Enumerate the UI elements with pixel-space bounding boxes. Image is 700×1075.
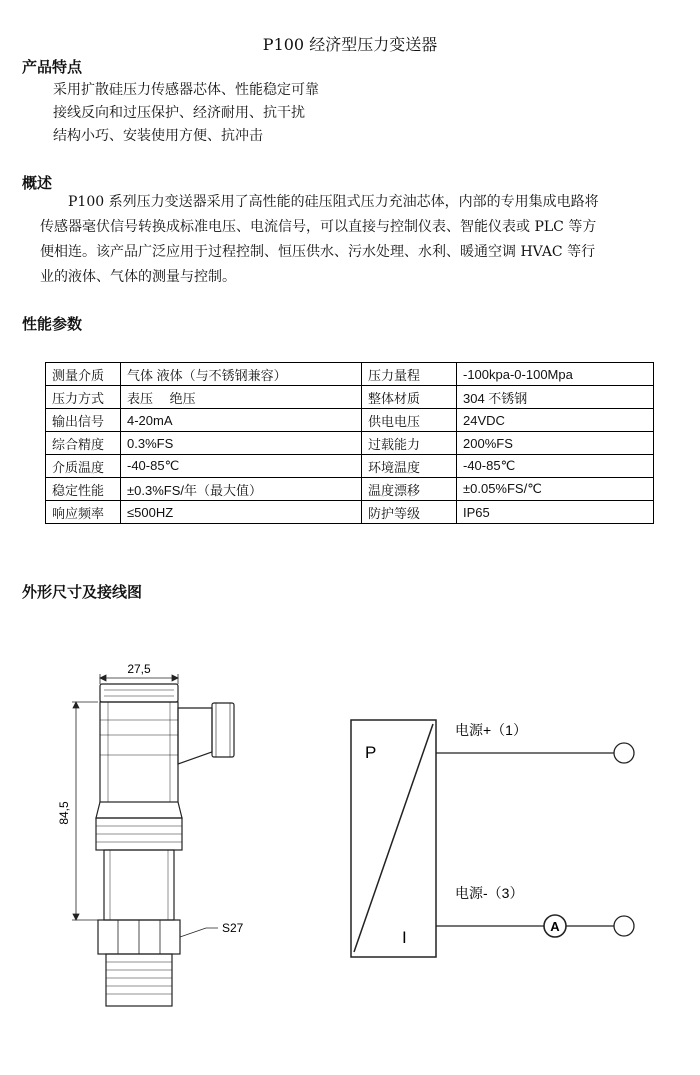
table-row xyxy=(46,409,654,432)
param-label-cell: 输出信号 xyxy=(46,409,121,432)
param-value-cell: 0.3%FS xyxy=(121,432,362,455)
param-label-cell: 环境温度 xyxy=(362,455,457,478)
current-symbol-label: I xyxy=(402,928,407,947)
overview-heading: 概述 xyxy=(22,174,53,192)
table-row xyxy=(46,432,654,455)
param-label-cell: 稳定性能 xyxy=(46,478,121,501)
feature-item: 接线反向和过压保护、经济耐用、抗干扰 xyxy=(53,105,305,121)
performance-table xyxy=(45,362,654,524)
feature-item: 结构小巧、安装使用方便、抗冲击 xyxy=(53,128,263,144)
param-value-cell: -40-85℃ xyxy=(121,455,362,478)
performance-heading: 性能参数 xyxy=(22,315,83,333)
param-value-cell: ±0.3%FS/年（最大值） xyxy=(121,478,362,501)
height-dimension xyxy=(72,702,98,920)
param-value-cell: ≤500HZ xyxy=(121,501,362,524)
feature-item: 采用扩散硅压力传感器芯体、性能稳定可靠 xyxy=(53,82,319,98)
features-heading: 产品特点 xyxy=(22,58,83,76)
table-row xyxy=(46,478,654,501)
param-label-cell: 防护等级 xyxy=(362,501,457,524)
overview-paragraph xyxy=(40,190,652,290)
hex-size-label: S27 xyxy=(222,921,244,935)
negative-terminal xyxy=(614,916,634,936)
param-label-cell: 压力方式 xyxy=(46,386,121,409)
param-value-cell: -100kpa-0-100Mpa xyxy=(457,363,654,386)
param-label-cell: 供电电压 xyxy=(362,409,457,432)
param-value-cell: 200%FS xyxy=(457,432,654,455)
overview-line: P100 系列压力变送器采用了高性能的硅压阻式压力充油芯体，内部的专用集成电路将 xyxy=(68,194,599,210)
height-dimension-label: 84,5 xyxy=(57,801,71,825)
pressure-symbol-label: P xyxy=(365,743,377,762)
document-title: P100 经济型压力变送器 xyxy=(262,35,438,54)
overview-line: 传感器毫伏信号转换成标准电压、电流信号，可以直接与控制仪表、智能仪表或 PLC 等方 xyxy=(40,219,597,235)
param-label-cell: 压力量程 xyxy=(362,363,457,386)
param-value-cell: 4-20mA xyxy=(121,409,362,432)
param-label-cell: 测量介质 xyxy=(46,363,121,386)
param-value-cell: 表压 绝压 xyxy=(121,386,362,409)
hex-leader-line xyxy=(180,928,218,937)
transmitter-symbol xyxy=(351,720,436,957)
param-value-cell: 24VDC xyxy=(457,409,654,432)
param-value-cell: IP65 xyxy=(457,501,654,524)
param-label-cell: 响应频率 xyxy=(46,501,121,524)
param-label-cell: 温度漂移 xyxy=(362,478,457,501)
param-value-cell: ±0.05%FS/℃ xyxy=(457,478,654,501)
table-row xyxy=(46,455,654,478)
ammeter-label: A xyxy=(550,919,560,934)
param-label-cell: 介质温度 xyxy=(46,455,121,478)
dimension-and-wiring-drawing xyxy=(0,640,700,1060)
power-plus-label: 电源+（1） xyxy=(455,722,527,738)
table-row xyxy=(46,363,654,386)
power-minus-label: 电源-（3） xyxy=(455,885,524,901)
width-dimension-label: 27,5 xyxy=(127,662,151,676)
param-label-cell: 整体材质 xyxy=(362,386,457,409)
overview-line: 业的液体、气体的测量与控制。 xyxy=(40,269,236,285)
param-value-cell: 气体 液体（与不锈钢兼容） xyxy=(121,363,362,386)
param-label-cell: 综合精度 xyxy=(46,432,121,455)
param-value-cell: 304 不锈钢 xyxy=(457,386,654,409)
param-value-cell: -40-85℃ xyxy=(457,455,654,478)
dimensions-heading: 外形尺寸及接线图 xyxy=(22,583,143,601)
overview-line: 便相连。该产品广泛应用于过程控制、恒压供水、污水处理、水利、暖通空调 HVAC 等行 xyxy=(40,244,596,260)
transmitter-outline xyxy=(96,684,234,1006)
table-row xyxy=(46,386,654,409)
table-row xyxy=(46,501,654,524)
param-label-cell: 过载能力 xyxy=(362,432,457,455)
positive-terminal xyxy=(614,743,634,763)
